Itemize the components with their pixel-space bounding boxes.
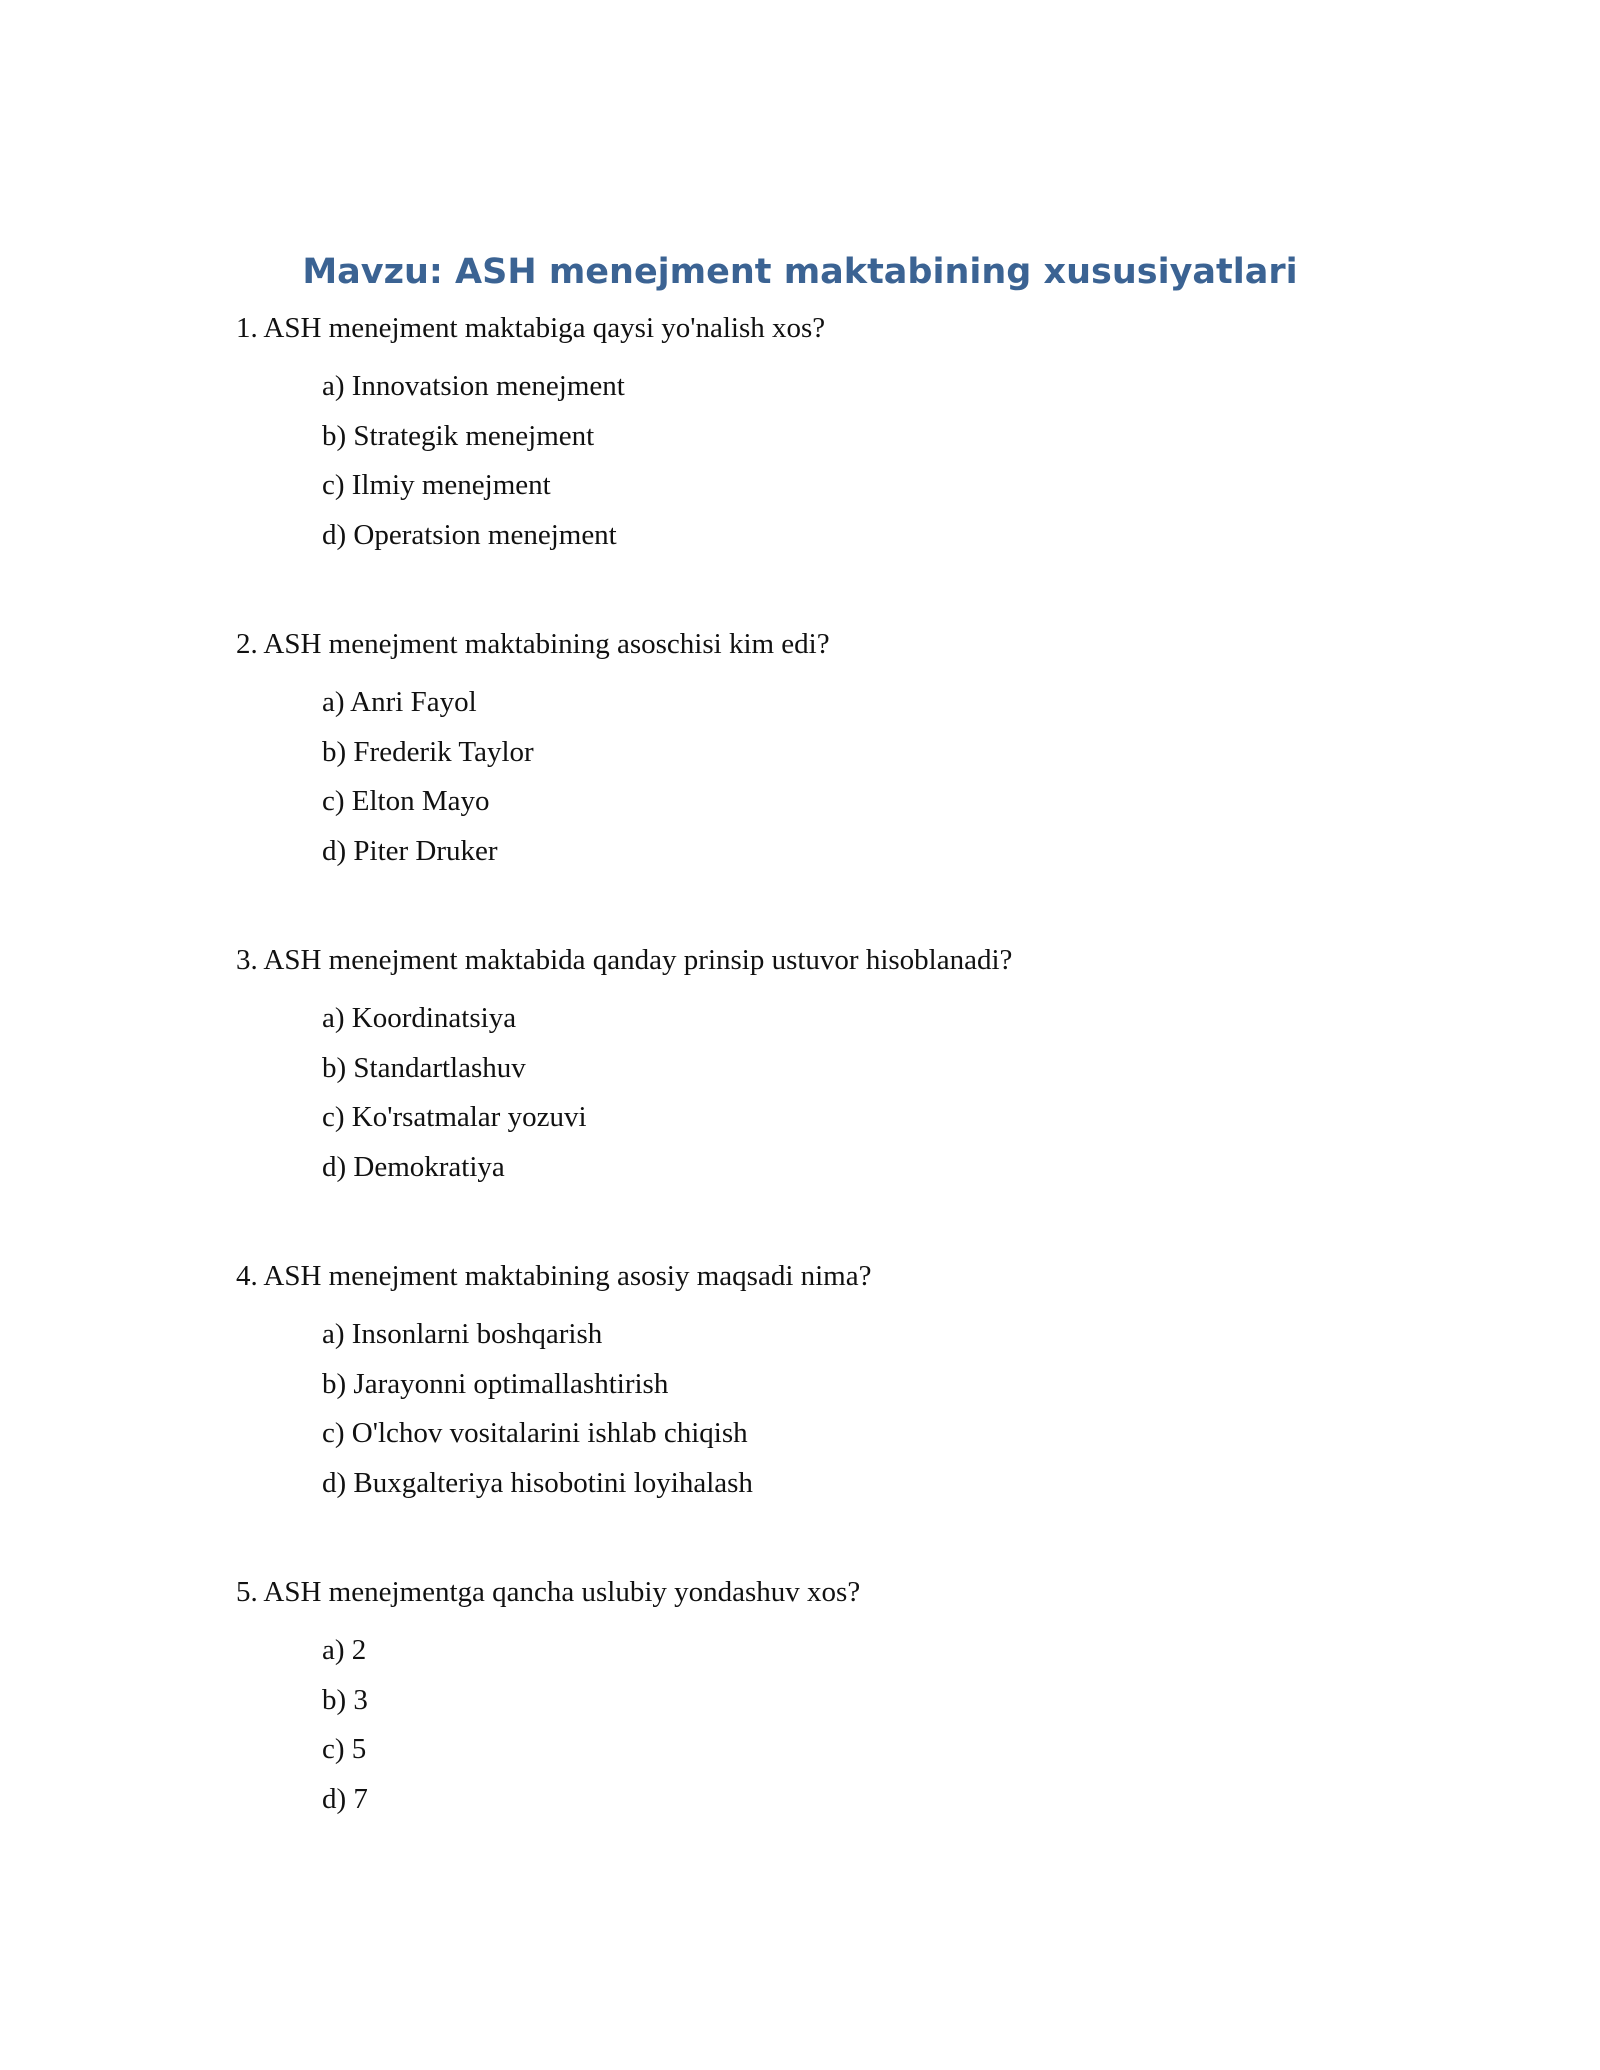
option-list (236, 1310, 1436, 1508)
question-list (236, 308, 1436, 1888)
option-d: d) Buxgalteriya hisobotini loyihalash (322, 1466, 753, 1499)
option-d: d) Operatsion menejment (322, 518, 617, 551)
option-c: c) 5 (322, 1733, 367, 1765)
option-list (236, 1626, 1436, 1824)
option-list (236, 678, 1436, 876)
option-b: b) Strategik menejment (322, 419, 595, 452)
option-a: a) Koordinatsiya (322, 1002, 517, 1034)
option-c: c) Ko'rsatmalar yozuvi (322, 1101, 587, 1133)
option-a: a) Innovatsion menejment (322, 370, 625, 402)
option-b: b) 3 (322, 1683, 368, 1716)
question-text: 4. ASH menejment maktabining asosiy maqsadi nima? (236, 1260, 872, 1292)
document-title: Mavzu: ASH menejment maktabining xususiyatlari (302, 252, 1298, 292)
question-5 (236, 1572, 1436, 1824)
question-2 (236, 624, 1436, 876)
option-a: a) 2 (322, 1634, 367, 1666)
option-b: b) Frederik Taylor (322, 735, 534, 768)
question-text: 1. ASH menejment maktabiga qaysi yo'nalish xos? (236, 312, 826, 344)
option-a: a) Insonlarni boshqarish (322, 1318, 603, 1350)
option-list (236, 362, 1436, 560)
option-d: d) 7 (322, 1782, 368, 1815)
option-d: d) Piter Druker (322, 834, 498, 867)
option-b: b) Jarayonni optimallashtirish (322, 1367, 669, 1400)
option-b: b) Standartlashuv (322, 1051, 526, 1084)
option-c: c) Elton Mayo (322, 785, 490, 817)
option-c: c) O'lchov vositalarini ishlab chiqish (322, 1417, 748, 1449)
question-text: 5. ASH menejmentga qancha uslubiy yondashuv xos? (236, 1576, 861, 1608)
question-text: 2. ASH menejment maktabining asoschisi kim edi? (236, 628, 830, 660)
option-a: a) Anri Fayol (322, 686, 477, 718)
question-text: 3. ASH menejment maktabida qanday prinsip ustuvor hisoblanadi? (236, 944, 1013, 976)
question-3 (236, 940, 1436, 1192)
option-c: c) Ilmiy menejment (322, 469, 551, 501)
question-1 (236, 308, 1436, 560)
question-4 (236, 1256, 1436, 1508)
option-list (236, 994, 1436, 1192)
option-d: d) Demokratiya (322, 1150, 505, 1183)
